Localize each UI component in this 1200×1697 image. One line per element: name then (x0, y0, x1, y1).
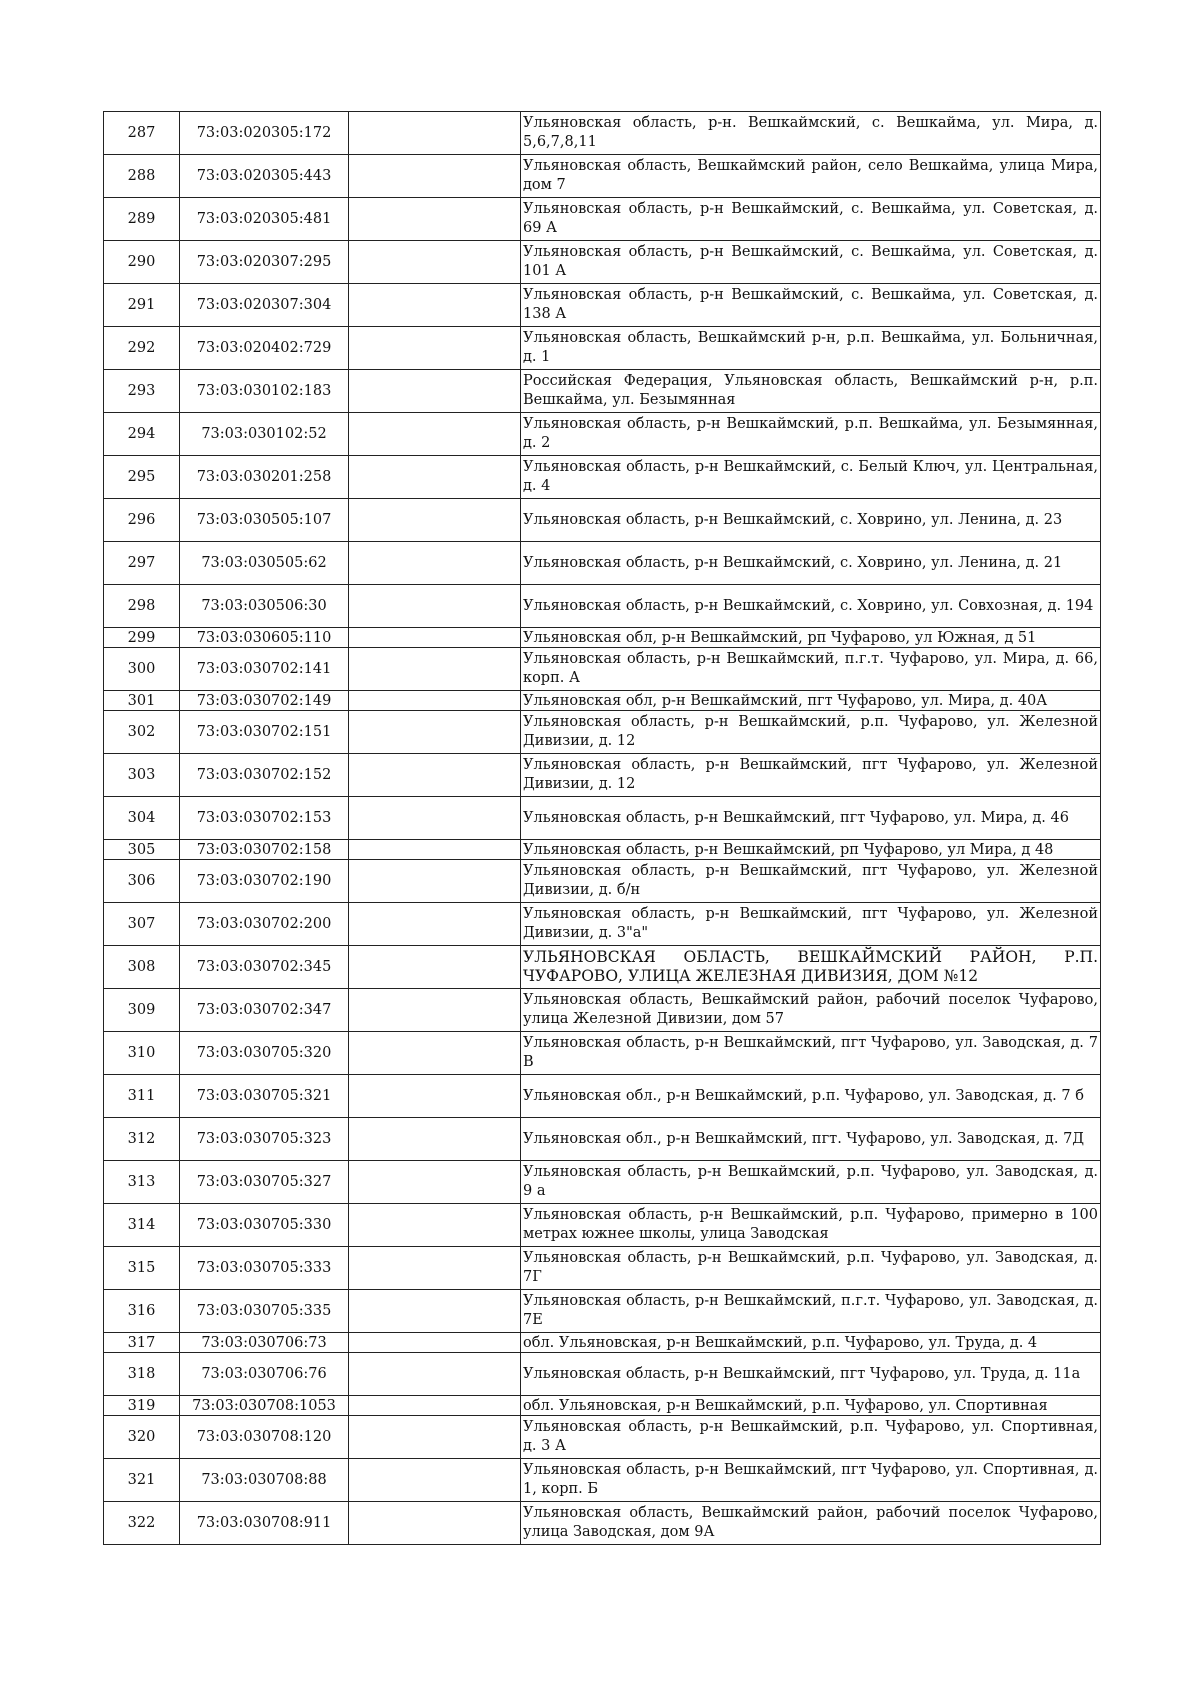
cadastral-number: 73:03:020305:481 (180, 198, 349, 241)
empty-cell (349, 284, 521, 327)
empty-cell (349, 413, 521, 456)
empty-cell (349, 1333, 521, 1353)
cadastral-number: 73:03:020305:172 (180, 112, 349, 155)
address: Ульяновская обл., р-н Вешкаймский, р.п. Чуфарово, ул. Заводская, д. 7 б (521, 1075, 1101, 1118)
table-row (104, 711, 1101, 754)
address: УЛЬЯНОВСКАЯ ОБЛАСТЬ, ВЕШКАЙМСКИЙ РАЙОН, Р.П. ЧУФАРОВО, УЛИЦА ЖЕЛЕЗНАЯ ДИВИЗИЯ, ДОМ №12 (521, 946, 1101, 989)
cadastral-number: 73:03:030702:158 (180, 840, 349, 860)
row-number: 310 (104, 1032, 180, 1075)
empty-cell (349, 648, 521, 691)
table-row (104, 456, 1101, 499)
table-row (104, 370, 1101, 413)
row-number: 314 (104, 1204, 180, 1247)
row-number: 316 (104, 1290, 180, 1333)
empty-cell (349, 797, 521, 840)
row-number: 294 (104, 413, 180, 456)
row-number: 319 (104, 1396, 180, 1416)
empty-cell (349, 1032, 521, 1075)
table-row (104, 198, 1101, 241)
row-number: 312 (104, 1118, 180, 1161)
empty-cell (349, 1204, 521, 1247)
table-row (104, 1204, 1101, 1247)
empty-cell (349, 1118, 521, 1161)
cadastral-number: 73:03:030505:107 (180, 499, 349, 542)
cadastral-number: 73:03:020307:304 (180, 284, 349, 327)
address: Ульяновская область, р-н Вешкаймский, с. Вешкайма, ул. Советская, д. 69 А (521, 198, 1101, 241)
table-row (104, 1396, 1101, 1416)
row-number: 313 (104, 1161, 180, 1204)
table-row (104, 1416, 1101, 1459)
row-number: 300 (104, 648, 180, 691)
empty-cell (349, 989, 521, 1032)
row-number: 320 (104, 1416, 180, 1459)
row-number: 298 (104, 585, 180, 628)
cadastral-number: 73:03:030702:152 (180, 754, 349, 797)
address: Ульяновская область, р-н Вешкаймский, с. Ховрино, ул. Совхозная, д. 194 (521, 585, 1101, 628)
address: Ульяновская область, р-н Вешкаймский, р.п. Чуфарово, ул. Заводская, д. 7Г (521, 1247, 1101, 1290)
row-number: 291 (104, 284, 180, 327)
address: Ульяновская область, р-н Вешкаймский, с. Вешкайма, ул. Советская, д. 101 А (521, 241, 1101, 284)
address: Ульяновская область, р-н Вешкаймский, с. Ховрино, ул. Ленина, д. 21 (521, 542, 1101, 585)
row-number: 288 (104, 155, 180, 198)
empty-cell (349, 1290, 521, 1333)
address: Ульяновская область, р-н Вешкаймский, пгт Чуфарово, ул. Спортивная, д. 1, корп. Б (521, 1459, 1101, 1502)
row-number: 289 (104, 198, 180, 241)
cadastral-number: 73:03:030705:321 (180, 1075, 349, 1118)
empty-cell (349, 155, 521, 198)
address: Ульяновская область, р-н Вешкаймский, с. Ховрино, ул. Ленина, д. 23 (521, 499, 1101, 542)
table-row (104, 691, 1101, 711)
address: обл. Ульяновская, р-н Вешкаймский, р.п. Чуфарово, ул. Спортивная (521, 1396, 1101, 1416)
row-number: 287 (104, 112, 180, 155)
address: Ульяновская область, р-н Вешкаймский, пгт Чуфарово, ул. Труда, д. 11а (521, 1353, 1101, 1396)
address: Ульяновская область, Вешкаймский район, село Вешкайма, улица Мира, дом 7 (521, 155, 1101, 198)
table-row (104, 1502, 1101, 1545)
empty-cell (349, 327, 521, 370)
cadastral-number: 73:03:030708:120 (180, 1416, 349, 1459)
cadastral-number: 73:03:030102:52 (180, 413, 349, 456)
address: Ульяновская область, р-н Вешкаймский, р.п. Чуфарово, ул. Железной Дивизии, д. 12 (521, 711, 1101, 754)
table-row (104, 1333, 1101, 1353)
cadastral-number: 73:03:030708:911 (180, 1502, 349, 1545)
table-row (104, 112, 1101, 155)
row-number: 306 (104, 860, 180, 903)
empty-cell (349, 1075, 521, 1118)
cadastral-number: 73:03:030702:141 (180, 648, 349, 691)
empty-cell (349, 628, 521, 648)
empty-cell (349, 456, 521, 499)
table-row (104, 754, 1101, 797)
empty-cell (349, 542, 521, 585)
empty-cell (349, 1502, 521, 1545)
table-row (104, 860, 1101, 903)
cadastral-number: 73:03:030705:320 (180, 1032, 349, 1075)
empty-cell (349, 754, 521, 797)
cadastral-number: 73:03:030705:333 (180, 1247, 349, 1290)
address: Ульяновская область, р-н Вешкаймский, р.п. Чуфарово, ул. Заводская, д. 9 а (521, 1161, 1101, 1204)
row-number: 321 (104, 1459, 180, 1502)
cadastral-number: 73:03:030705:335 (180, 1290, 349, 1333)
row-number: 308 (104, 946, 180, 989)
table-row (104, 946, 1101, 989)
table-row (104, 155, 1101, 198)
cadastral-number: 73:03:030702:190 (180, 860, 349, 903)
row-number: 304 (104, 797, 180, 840)
address: Ульяновская область, р-н Вешкаймский, р.п. Чуфарово, примерно в 100 метрах южнее школы, улица Заводская (521, 1204, 1101, 1247)
table-row (104, 1075, 1101, 1118)
address: Ульяновская область, р-н Вешкаймский, с. Вешкайма, ул. Советская, д. 138 А (521, 284, 1101, 327)
address: Ульяновская обл., р-н Вешкаймский, пгт. Чуфарово, ул. Заводская, д. 7Д (521, 1118, 1101, 1161)
row-number: 307 (104, 903, 180, 946)
empty-cell (349, 903, 521, 946)
empty-cell (349, 1247, 521, 1290)
table-row (104, 413, 1101, 456)
empty-cell (349, 1459, 521, 1502)
row-number: 299 (104, 628, 180, 648)
table-row (104, 1161, 1101, 1204)
address: Ульяновская область, р-н Вешкаймский, с. Белый Ключ, ул. Центральная, д. 4 (521, 456, 1101, 499)
empty-cell (349, 198, 521, 241)
property-table (103, 111, 1101, 1545)
empty-cell (349, 860, 521, 903)
row-number: 322 (104, 1502, 180, 1545)
table-row (104, 648, 1101, 691)
empty-cell (349, 1353, 521, 1396)
empty-cell (349, 499, 521, 542)
cadastral-number: 73:03:020402:729 (180, 327, 349, 370)
table-row (104, 1032, 1101, 1075)
table-row (104, 499, 1101, 542)
row-number: 297 (104, 542, 180, 585)
cadastral-number: 73:03:030702:347 (180, 989, 349, 1032)
table-row (104, 1118, 1101, 1161)
address: Ульяновская область, р-н Вешкаймский, пгт Чуфарово, ул. Железной Дивизии, д. 3"а" (521, 903, 1101, 946)
cadastral-number: 73:03:030708:88 (180, 1459, 349, 1502)
table-row (104, 1290, 1101, 1333)
row-number: 315 (104, 1247, 180, 1290)
address: Ульяновская область, р-н Вешкаймский, пгт Чуфарово, ул. Железной Дивизии, д. б/н (521, 860, 1101, 903)
cadastral-number: 73:03:030102:183 (180, 370, 349, 413)
cadastral-number: 73:03:030706:73 (180, 1333, 349, 1353)
cadastral-number: 73:03:030201:258 (180, 456, 349, 499)
row-number: 309 (104, 989, 180, 1032)
row-number: 303 (104, 754, 180, 797)
row-number: 305 (104, 840, 180, 860)
address: Ульяновская область, р-н. Вешкаймский, с. Вешкайма, ул. Мира, д. 5,6,7,8,11 (521, 112, 1101, 155)
address: Ульяновская область, р-н Вешкаймский, р.п. Чуфарово, ул. Спортивная, д. 3 А (521, 1416, 1101, 1459)
address: Ульяновская область, Вешкаймский р-н, р.п. Вешкайма, ул. Больничная, д. 1 (521, 327, 1101, 370)
table-row (104, 903, 1101, 946)
cadastral-number: 73:03:030705:327 (180, 1161, 349, 1204)
address: Ульяновская область, р-н Вешкаймский, рп Чуфарово, ул Мира, д 48 (521, 840, 1101, 860)
table-row (104, 989, 1101, 1032)
cadastral-number: 73:03:030705:323 (180, 1118, 349, 1161)
address: Ульяновская область, р-н Вешкаймский, пгт Чуфарово, ул. Железной Дивизии, д. 12 (521, 754, 1101, 797)
table-row (104, 840, 1101, 860)
address: Ульяновская область, р-н Вешкаймский, пгт Чуфарово, ул. Заводская, д. 7 В (521, 1032, 1101, 1075)
address: Ульяновская область, р-н Вешкаймский, р.п. Вешкайма, ул. Безымянная, д. 2 (521, 413, 1101, 456)
table-row (104, 628, 1101, 648)
cadastral-number: 73:03:030702:151 (180, 711, 349, 754)
address: Российская Федерация, Ульяновская область, Вешкаймский р-н, р.п. Вешкайма, ул. Безымянная (521, 370, 1101, 413)
cadastral-number: 73:03:030505:62 (180, 542, 349, 585)
address: Ульяновская область, р-н Вешкаймский, п.г.т. Чуфарово, ул. Мира, д. 66, корп. А (521, 648, 1101, 691)
table-row (104, 542, 1101, 585)
cadastral-number: 73:03:030605:110 (180, 628, 349, 648)
empty-cell (349, 585, 521, 628)
table-row (104, 1247, 1101, 1290)
row-number: 296 (104, 499, 180, 542)
empty-cell (349, 1161, 521, 1204)
table-body (104, 112, 1101, 1545)
row-number: 311 (104, 1075, 180, 1118)
address: Ульяновская область, р-н Вешкаймский, п.г.т. Чуфарово, ул. Заводская, д. 7Е (521, 1290, 1101, 1333)
empty-cell (349, 711, 521, 754)
address: Ульяновская обл, р-н Вешкаймский, пгт Чуфарово, ул. Мира, д. 40А (521, 691, 1101, 711)
cadastral-number: 73:03:030702:200 (180, 903, 349, 946)
empty-cell (349, 840, 521, 860)
address: Ульяновская обл, р-н Вешкаймский, рп Чуфарово, ул Южная, д 51 (521, 628, 1101, 648)
empty-cell (349, 1416, 521, 1459)
address: Ульяновская область, Вешкаймский район, рабочий поселок Чуфарово, улица Заводская, дом 9А (521, 1502, 1101, 1545)
table-row (104, 1459, 1101, 1502)
row-number: 292 (104, 327, 180, 370)
cadastral-number: 73:03:030702:149 (180, 691, 349, 711)
table-row (104, 241, 1101, 284)
table-row (104, 1353, 1101, 1396)
row-number: 295 (104, 456, 180, 499)
address: Ульяновская область, р-н Вешкаймский, пгт Чуфарово, ул. Мира, д. 46 (521, 797, 1101, 840)
empty-cell (349, 946, 521, 989)
cadastral-number: 73:03:030702:345 (180, 946, 349, 989)
empty-cell (349, 241, 521, 284)
row-number: 317 (104, 1333, 180, 1353)
empty-cell (349, 370, 521, 413)
address: обл. Ульяновская, р-н Вешкаймский, р.п. Чуфарово, ул. Труда, д. 4 (521, 1333, 1101, 1353)
cadastral-number: 73:03:020305:443 (180, 155, 349, 198)
table-row (104, 585, 1101, 628)
cadastral-number: 73:03:030706:76 (180, 1353, 349, 1396)
cadastral-number: 73:03:030708:1053 (180, 1396, 349, 1416)
row-number: 293 (104, 370, 180, 413)
empty-cell (349, 112, 521, 155)
row-number: 318 (104, 1353, 180, 1396)
empty-cell (349, 691, 521, 711)
row-number: 290 (104, 241, 180, 284)
table-row (104, 284, 1101, 327)
address: Ульяновская область, Вешкаймский район, рабочий поселок Чуфарово, улица Железной Дивизии, дом 57 (521, 989, 1101, 1032)
cadastral-number: 73:03:030506:30 (180, 585, 349, 628)
row-number: 301 (104, 691, 180, 711)
cadastral-number: 73:03:030702:153 (180, 797, 349, 840)
table-row (104, 797, 1101, 840)
row-number: 302 (104, 711, 180, 754)
cadastral-number: 73:03:030705:330 (180, 1204, 349, 1247)
table-row (104, 327, 1101, 370)
empty-cell (349, 1396, 521, 1416)
cadastral-number: 73:03:020307:295 (180, 241, 349, 284)
